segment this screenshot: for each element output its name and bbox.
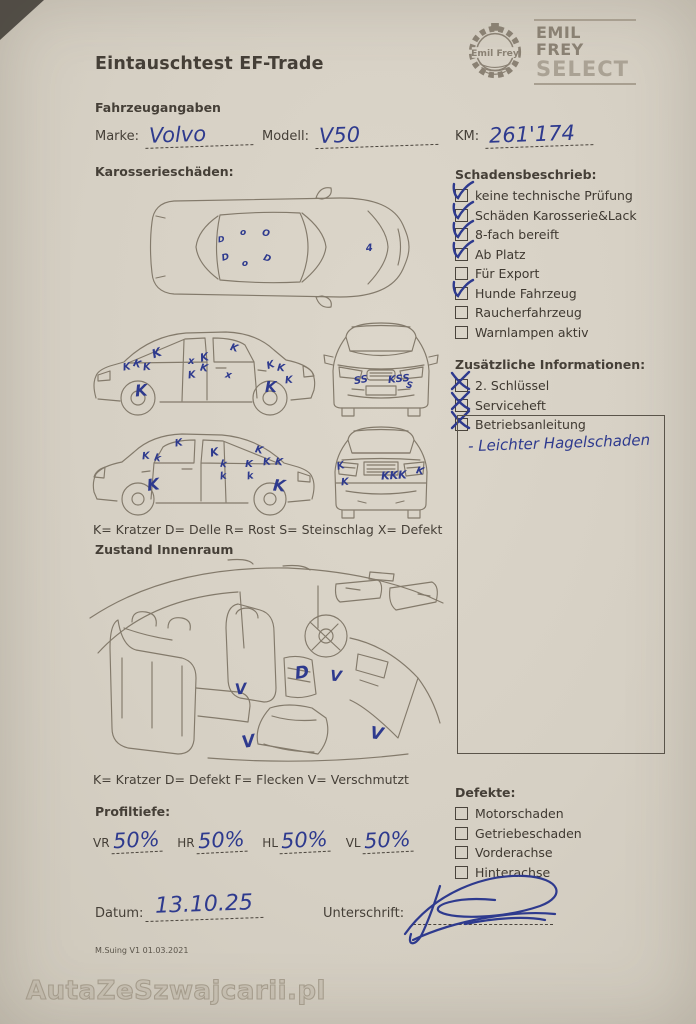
damage-mark: K (415, 465, 426, 478)
car-rear-view-diagram (322, 420, 440, 520)
damage-mark: k (245, 470, 255, 483)
damage-mark: K (198, 349, 210, 365)
damage-mark: K (272, 475, 287, 496)
handwritten-note: - Leichter Hagelschaden (467, 430, 651, 456)
damage-mark: D (293, 662, 311, 684)
checkbox-row (455, 843, 582, 863)
checkbox-row (455, 245, 637, 265)
car-side-view-right-diagram (88, 423, 320, 520)
checkbox-label: Schäden Karosserie&Lack (475, 207, 637, 223)
checkbox-label: Ab Platz (475, 246, 526, 262)
car-front-view-diagram (322, 315, 440, 420)
checkbox (455, 287, 468, 300)
car-side-view-left-diagram (88, 318, 320, 420)
section-fahrzeugangaben: Fahrzeugangaben (95, 100, 221, 115)
damage-mark: K (149, 344, 164, 361)
damage-mark: K (276, 362, 286, 375)
damage-mark: k (219, 458, 228, 471)
field-handwritten-value: 261'174 (485, 120, 594, 149)
tread-handwritten-value: 50% (110, 827, 162, 855)
tread-field (262, 828, 329, 853)
page-title: Eintauschtest EF-Trade (95, 54, 324, 74)
checkbox (455, 306, 468, 319)
checkbox-label: Motorschaden (475, 806, 564, 822)
damage-mark: x (224, 369, 233, 382)
handwritten-date: 13.10.25 (145, 890, 264, 922)
date-signature-row (95, 890, 615, 950)
checkbox-label: keine technische Prüfung (475, 188, 633, 204)
vehicle-fields (95, 122, 661, 158)
field-handwritten-value: V50 (315, 120, 439, 149)
tread-field (177, 828, 246, 853)
damage-mark: K (187, 369, 197, 382)
photo-corner-shadow (0, 0, 44, 40)
checkbox-row (455, 206, 637, 226)
checkbox-row (455, 303, 637, 323)
damage-mark: KSS (387, 372, 411, 386)
damage-mark: K (199, 362, 209, 375)
damage-mark: K (265, 358, 277, 372)
damage-mark: K (245, 458, 253, 470)
checkbox-row (455, 225, 637, 245)
damage-mark: V (368, 723, 385, 745)
damage-mark: o (241, 259, 249, 269)
checkbox-label: 8-fach bereift (475, 227, 560, 243)
damage-mark: V (240, 731, 257, 754)
field-handwritten-value: Volvo (145, 120, 254, 149)
field-label: Modell: (262, 129, 310, 144)
damage-mark: o (239, 227, 247, 238)
section-zusaetzliche-informationen: Zusätzliche Informationen: (455, 357, 646, 372)
checkbox (455, 846, 468, 859)
damage-mark: K (335, 460, 347, 473)
tread-label: VR (93, 836, 110, 850)
damage-mark: O (261, 228, 271, 240)
vehicle-field (262, 122, 438, 147)
interior-legend: K= Kratzer D= Defekt F= Flecken V= Verschmutzt (93, 772, 409, 787)
checkbox (455, 827, 468, 840)
damage-mark: k (219, 471, 228, 483)
tread-handwritten-value: 50% (361, 827, 413, 855)
signature-label: Unterschrift: (323, 906, 405, 921)
damage-mark: K (274, 456, 284, 469)
body-damage-legend: K= Kratzer D= Delle R= Rost S= Steinschlag X= Defekt (93, 522, 443, 537)
handwritten-check-icon (449, 239, 475, 263)
checkbox-row (455, 186, 637, 206)
notes-box (457, 415, 665, 754)
damage-mark: K (141, 450, 151, 463)
damage-mark: K (265, 378, 277, 397)
damage-mark: S (405, 380, 414, 392)
car-top-view-diagram (140, 185, 420, 310)
tread-label: HR (177, 836, 195, 850)
damage-mark: D (220, 251, 231, 264)
damage-mark: K (208, 445, 220, 460)
damage-mark: x (187, 355, 195, 367)
logo-line-select: SELECT (536, 56, 629, 81)
damage-mark: V (234, 679, 248, 699)
checkbox-label: 2. Schlüssel (475, 378, 550, 394)
handwritten-check-icon (449, 278, 475, 302)
damage-mark: 4 (365, 242, 374, 255)
checkbox-label: Vorderachse (475, 845, 553, 861)
checkbox-label: Getriebeschaden (475, 825, 582, 841)
emblem-text: Emil Frey (471, 47, 519, 59)
section-defekte: Defekte: (455, 785, 516, 800)
tread-label: VL (345, 836, 361, 850)
emil-frey-gear-icon (466, 21, 524, 83)
damage-mark: V (329, 666, 343, 686)
handwritten-signature (345, 862, 575, 952)
checkbox-label: Raucherfahrzeug (475, 305, 582, 321)
emil-frey-select-logo (466, 16, 636, 88)
checkbox-row (455, 284, 637, 304)
checkbox-row (455, 824, 582, 844)
field-label: Marke: (95, 129, 139, 144)
section-profiltiefe: Profiltiefe: (95, 804, 171, 819)
checkbox (455, 326, 468, 339)
section-zustand-innenraum: Zustand Innenraum (95, 542, 234, 557)
tread-depth-fields (93, 828, 428, 853)
vehicle-field (95, 122, 253, 147)
form-version-footer: M.Suing V1 01.03.2021 (95, 946, 189, 955)
field-label: KM: (455, 129, 480, 144)
damage-mark: K (340, 476, 350, 489)
checkbox-row (455, 804, 582, 824)
tread-field (93, 828, 161, 853)
damage-mark: K (122, 361, 132, 374)
checkbox-label: Hunde Fahrzeug (475, 285, 577, 301)
logo-line-emil-frey: EMIL FREY (536, 23, 584, 59)
checkbox (455, 807, 468, 820)
checkbox (455, 248, 468, 261)
damage-mark: K (174, 436, 184, 450)
date-label: Datum: (95, 906, 144, 921)
car-interior-diagram (88, 558, 445, 768)
tread-label: HL (262, 836, 279, 850)
vehicle-field (455, 122, 593, 147)
watermark: AutaZeSzwajcarii.pl (26, 976, 326, 1006)
checkbox-row (455, 264, 637, 284)
damage-mark: K (134, 380, 149, 401)
checkbox-label: Hinterachse (475, 864, 551, 880)
checkbox-row (455, 323, 637, 343)
damage-mark: D (261, 253, 273, 266)
checkbox-label: Für Export (475, 266, 540, 282)
damage-mark: D (217, 234, 226, 245)
section-karosserieschaeden: Karosserieschäden: (95, 164, 234, 179)
damage-mark: k (153, 452, 162, 465)
tread-field (346, 828, 413, 853)
checkbox-label: Betriebsanleitung (475, 417, 586, 433)
damage-mark: K (142, 361, 152, 374)
damage-mark: K (131, 358, 143, 371)
logo-wordmark (534, 19, 636, 85)
tread-handwritten-value: 50% (278, 827, 330, 855)
damage-mark: K (228, 341, 240, 355)
damage-mark: K (145, 474, 161, 496)
checkbox-label: Warnlampen aktiv (475, 324, 589, 340)
damage-description-checkboxes (455, 186, 637, 342)
damage-mark: KKK (380, 468, 407, 483)
damage-mark: K (254, 444, 264, 457)
damage-mark: K (284, 374, 294, 387)
section-schadensbeschrieb: Schadensbeschrieb: (455, 167, 597, 182)
tread-handwritten-value: 50% (195, 827, 247, 855)
damage-mark: K (262, 456, 272, 469)
damage-mark: SS (352, 373, 369, 388)
checkbox-label: Serviceheft (475, 397, 546, 413)
